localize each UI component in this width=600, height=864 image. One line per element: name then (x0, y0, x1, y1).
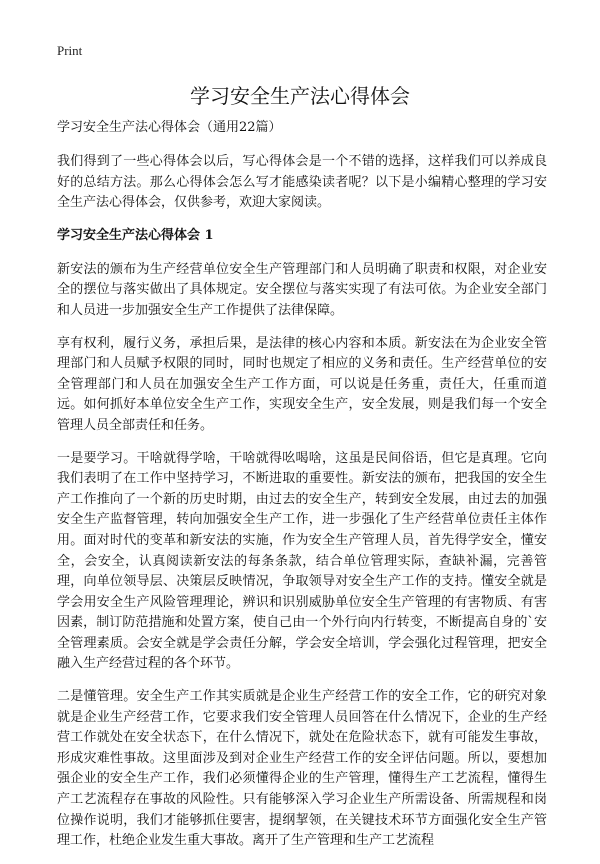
article-body (57, 118, 547, 864)
section-paragraph-4: 二是懂管理。安全生产工作其实质就是企业生产经营工作的安全工作，它的研究对象就是企业生产经营工作，它要求我们安全管理人员回答在什么情况下，企业的生产经营工作就处在安全状态下，在什么情况下，就处在危险状态下，就有可能发生事故，形成灾难性事故。这里面涉及到对企业生产经营工作的安全评估问题。所以，要想加强企业的安全生产工作，我们必须懂得企业的生产管理，懂得生产工艺流程，懂得生产工艺流程存在事故的风险性。只有能够深入学习企业生产所需设备、所需规程和岗位操作说明，我们才能够抓住要害，提纲挈领，在关键技术环节方面强化安全生产管理工作，杜绝企业发生重大事故。离开了生产管理和生产工艺流程 (57, 689, 547, 849)
section-paragraph-1: 新安法的颁布为生产经营单位安全生产管理部门和人员明确了职责和权限，对企业安全的摆位与落实做出了具体规定。安全摆位与落实实现了有法可依。为企业安全部门和人员进一步加强安全生产工作提供了法律保障。 (57, 261, 547, 318)
section-paragraph-3: 一是要学习。干啥就得学啥，干啥就得吆喝啥，这虽是民间俗语，但它是真理。它向我们表明了在工作中坚持学习，不断进取的重要性。新安法的颁布，把我国的安全生产工作推向了一个新的历史时期，由过去的安全生产，转到安全发展，由过去的加强安全生产监督管理，转向加强安全生产工作，进一步强化了生产经营单位责任主体作用。面对时代的变革和新安法的实施，作为安全生产管理人员，首先得学安全，懂安全，会安全，认真阅读新安法的每条条款，结合单位管理实际，查缺补漏，完善管理，向单位领导层、决策层反映情况，争取领导对安全生产工作的支持。懂安全就是学会用安全生产风险管理理论，辨识和识别威胁单位安全生产管理的有害物质、有害因素，制订防范措施和处置方案，使自己由一个外行向内行转变，不断提高自身的`安全管理素质。会安全就是学会责任分解，学会安全培训，学会强化过程管理，把安全融入生产经营过程的各个环节。 (57, 450, 547, 672)
print-link[interactable]: Print (57, 43, 83, 58)
intro-paragraph: 我们得到了一些心得体会以后，写心得体会是一个不错的选择，这样我们可以养成良好的总结方法。那么心得体会怎么写才能感染读者呢？以下是小编精心整理的学习安全生产法心得体会，仅供参考，欢迎大家阅读。 (57, 154, 547, 211)
page-title: 学习安全生产法心得体会 (190, 84, 410, 108)
article-subtitle: 学习安全生产法心得体会（通用22篇） (57, 120, 282, 135)
section-paragraph-2: 享有权利，履行义务，承担后果，是法律的核心内容和本质。新安法在为企业安全管理部门和人员赋予权限的同时，同时也规定了相应的义务和责任。生产经营单位的安全管理部门和人员在加强安全生产工作方面，可以说是任务重，责任大，任重而道远。如何抓好本单位安全生产工作，实现安全生产，安全发展，则是我们每一个安全管理人员全部责任和任务。 (57, 335, 547, 433)
section-heading: 学习安全生产法心得体会 1 (57, 227, 214, 243)
